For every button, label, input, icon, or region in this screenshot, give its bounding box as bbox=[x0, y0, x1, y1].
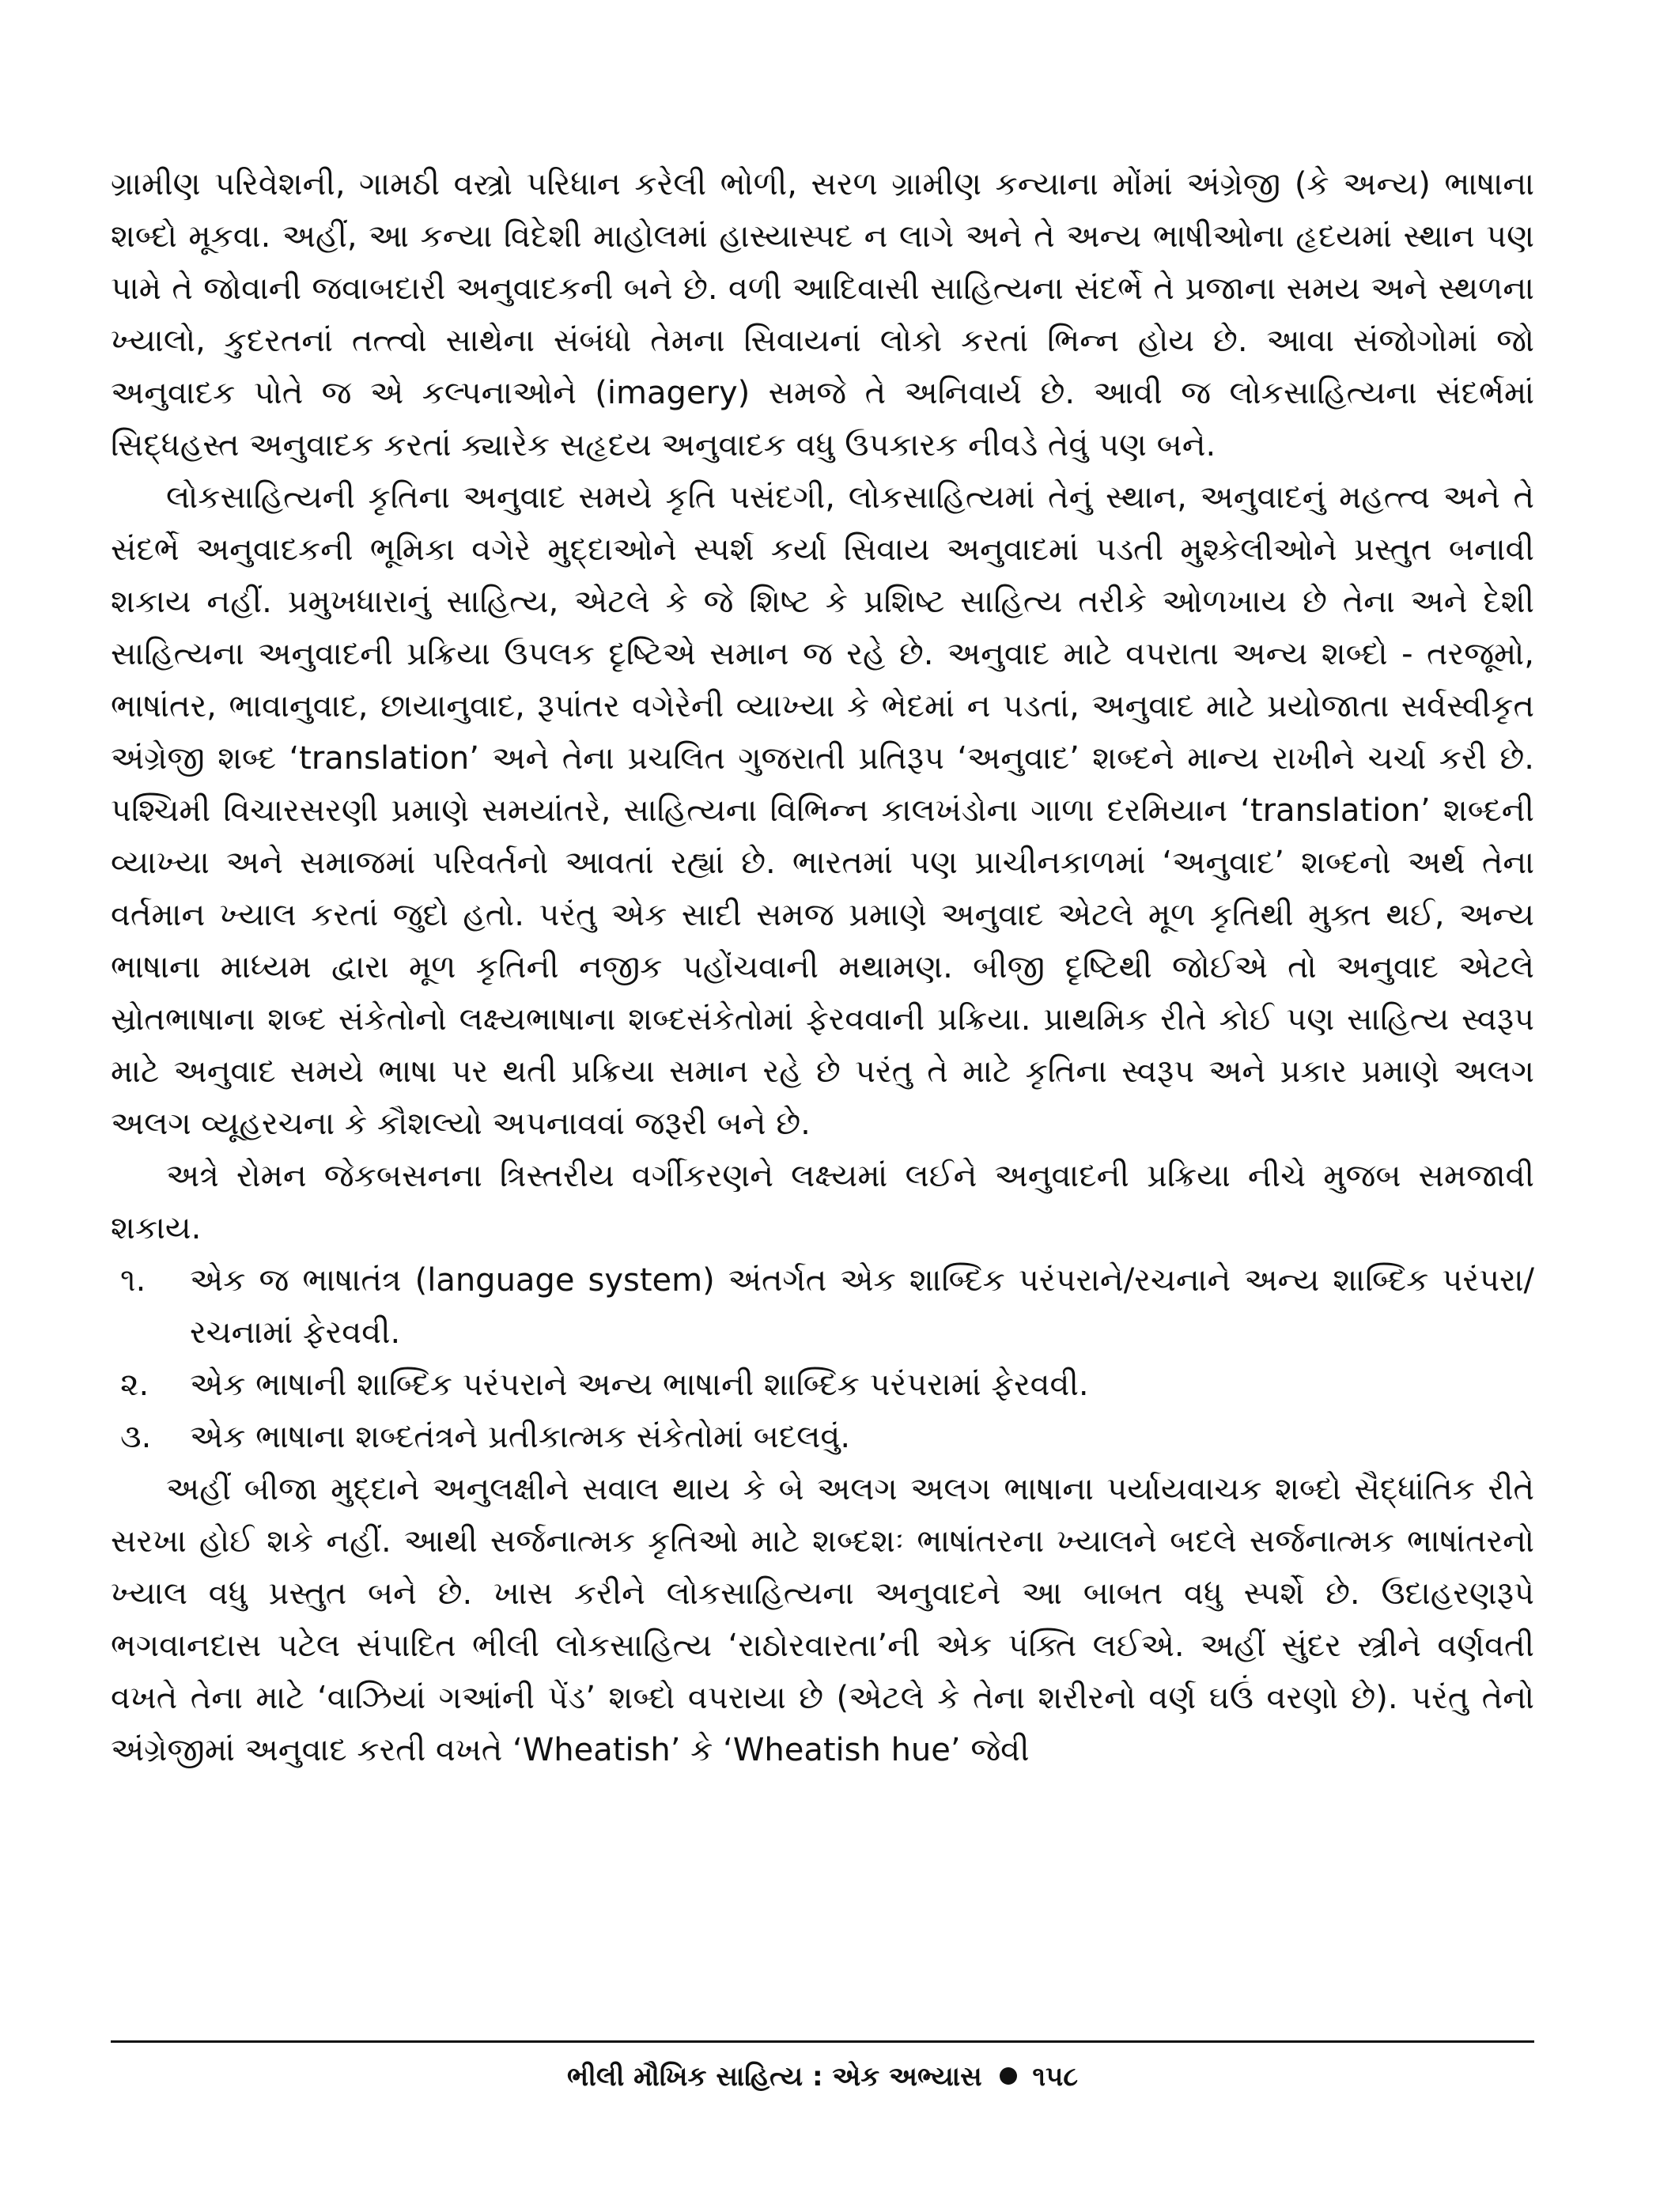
list-text: એક ભાષાની શાબ્દિક પરંપરાને અન્ય ભાષાની શાબ્દિક પરંપરામાં ફેરવવી. bbox=[190, 1367, 1089, 1403]
paragraph-3: અત્રે રોમન જેકબસનના ત્રિસ્તરીય વર્ગીકરણને લક્ષ્યમાં લઈને અનુવાદની પ્રક્રિયા નીચે મુજબ સમજાવી શકાય. bbox=[111, 1158, 1534, 1246]
list-text: એક ભાષાના શબ્દતંત્રને પ્રતીકાત્મક સંકેતોમાં બદલવું. bbox=[190, 1419, 851, 1455]
footer-divider bbox=[111, 2040, 1534, 2043]
paragraph-2: લોકસાહિત્યની કૃતિના અનુવાદ સમયે કૃતિ પસંદગી, લોકસાહિત્યમાં તેનું સ્થાન, અનુવાદનું મહત્ત્વ અને તે સંદર્ભે અનુવાદકની ભૂમિકા વગેરે મુદ્દાઓને સ્પર્શ કર્યા સિવાય અનુવાદમાં પડતી મુશ્કેલીઓને પ્રસ્તુત બનાવી શકાય નહીં. પ્રમુખધારાનું સાહિત્ય, એટલે કે જે શિષ્ટ કે પ્રશિષ્ટ સાહિત્ય તરીકે ઓળખાય છે તેના અને દેશી સાહિત્યના અનુવાદની પ્રક્રિયા ઉપલક દૃષ્ટિએ સમાન જ રહે છે. અનુવાદ માટે વપરાતા અન્ય શબ્દો - તરજૂમો, ભાષાંતર, ભાવાનુવાદ, છાયાનુવાદ, રૂપાંતર વગેરેની વ્યાખ્યા કે ભેદમાં ન પડતાં, અનુવાદ માટે પ્રયોજાતા સર્વસ્વીકૃત અંગ્રેજી શબ્દ ‘translation’ અને તેના પ્રચલિત ગુજરાતી પ્રતિરૂપ ‘અનુવાદ’ શબ્દને માન્ય રાખીને ચર્ચા કરી છે. પશ્ચિમી વિચારસરણી પ્રમાણે સમયાંતરે, સાહિત્યના વિભિન્ન કાલખંડોના ગાળા દરમિયાન ‘translation’ શબ્દની વ્યાખ્યા અને સમાજમાં પરિવર્તનો આવતાં રહ્યાં છે. ભારતમાં પણ પ્રાચીનકાળમાં ‘અનુવાદ’ શબ્દનો અર્થ તેના વર્તમાન ખ્યાલ કરતાં જુદો હતો. પરંતુ એક સાદી સમજ પ્રમાણે અનુવાદ એટલે મૂળ કૃતિથી મુક્ત થઈ, અન્ય ભાષાના માધ્યમ દ્વારા મૂળ કૃતિની નજીક પહોંચવાની મથામણ. બીજી દૃષ્ટિથી જોઈએ તો અનુવાદ એટલે સ્રોતભાષાના શબ્દ સંકેતોનો લક્ષ્યભાષાના શબ્દસંકેતોમાં ફેરવવાની પ્રક્રિયા. પ્રાથમિક રીતે કોઈ પણ સાહિત્ય સ્વરૂપ માટે અનુવાદ સમયે ભાષા પર થતી પ્રક્રિયા સમાન રહે છે પરંતુ તે માટે કૃતિના સ્વરૂપ અને પ્રકાર પ્રમાણે અલગ અલગ વ્યૂહરચના કે કૌશલ્યો અપનાવવાં જરૂરી બને છે. bbox=[111, 479, 1534, 1142]
list-number: ૧. bbox=[120, 1262, 146, 1299]
page-body bbox=[111, 158, 1534, 1776]
list-number: ૨. bbox=[120, 1367, 149, 1403]
footer-book-title: ભીલી મૌખિક સાહિત્ય : એક અભ્યાસ bbox=[566, 2061, 982, 2093]
bullet-icon bbox=[1000, 2067, 1017, 2085]
paragraph-1: ગ્રામીણ પરિવેશની, ગામઠી વસ્ત્રો પરિધાન કરેલી ભોળી, સરળ ગ્રામીણ કન્યાના મોંમાં અંગ્રેજી (કે અન્ય) ભાષાના શબ્દો મૂકવા. અહીં, આ કન્યા વિદેશી માહોલમાં હાસ્યાસ્પદ ન લાગે અને તે અન્ય ભાષીઓના હૃદયમાં સ્થાન પણ પામે તે જોવાની જવાબદારી અનુવાદકની બને છે. વળી આદિવાસી સાહિત્યના સંદર્ભે તે પ્રજાના સમય અને સ્થળના ખ્યાલો, કુદરતનાં તત્ત્વો સાથેના સંબંધો તેમના સિવાયનાં લોકો કરતાં ભિન્ન હોય છે. આવા સંજોગોમાં જો અનુવાદક પોતે જ એ કલ્પનાઓને (imagery) સમજે તે અનિવાર્ય છે. આવી જ લોકસાહિત્યના સંદર્ભમાં સિદ્ધહસ્ત અનુવાદક કરતાં ક્યારેક સહૃદય અનુવાદક વધુ ઉપકારક નીવડે તેવું પણ બને. bbox=[111, 166, 1534, 463]
paragraph-4: અહીં બીજા મુદ્દાને અનુલક્ષીને સવાલ થાય કે બે અલગ અલગ ભાષાના પર્યાયવાચક શબ્દો સૈદ્ધાંતિક રીતે સરખા હોઈ શકે નહીં. આથી સર્જનાત્મક કૃતિઓ માટે શબ્દશઃ ભાષાંતરના ખ્યાલને બદલે સર્જનાત્મક ભાષાંતરનો ખ્યાલ વધુ પ્રસ્તુત બને છે. ખાસ કરીને લોકસાહિત્યના અનુવાદને આ બાબત વધુ સ્પર્શે છે. ઉદાહરણરૂપે ભગવાનદાસ પટેલ સંપાદિત ભીલી લોકસાહિત્ય ‘રાઠોરવારતા’ની એક પંક્તિ લઈએ. અહીં સુંદર સ્ત્રીને વર્ણવતી વખતે તેના માટે ‘વાઝિયાં ગઆંની પેંડ’ શબ્દો વપરાયા છે (એટલે કે તેના શરીરનો વર્ણ ઘઉં વરણો છે). પરંતુ તેનો અંગ્રેજીમાં અનુવાદ કરતી વખતે ‘Wheatish’ કે ‘Wheatish hue’ જેવી bbox=[111, 1471, 1534, 1768]
list-item bbox=[111, 1359, 1534, 1411]
page-number: ૧૫૮ bbox=[1032, 2061, 1079, 2093]
numbered-list bbox=[111, 1254, 1534, 1463]
list-text: એક જ ભાષાતંત્ર (language system) અંતર્ગત એક શાબ્દિક પરંપરાને/રચનાને અન્ય શાબ્દિક પરંપરા/રચનામાં ફેરવવી. bbox=[190, 1262, 1534, 1351]
list-item bbox=[111, 1254, 1534, 1359]
list-item bbox=[111, 1411, 1534, 1463]
page-footer bbox=[111, 2053, 1534, 2100]
list-number: ૩. bbox=[120, 1419, 152, 1455]
